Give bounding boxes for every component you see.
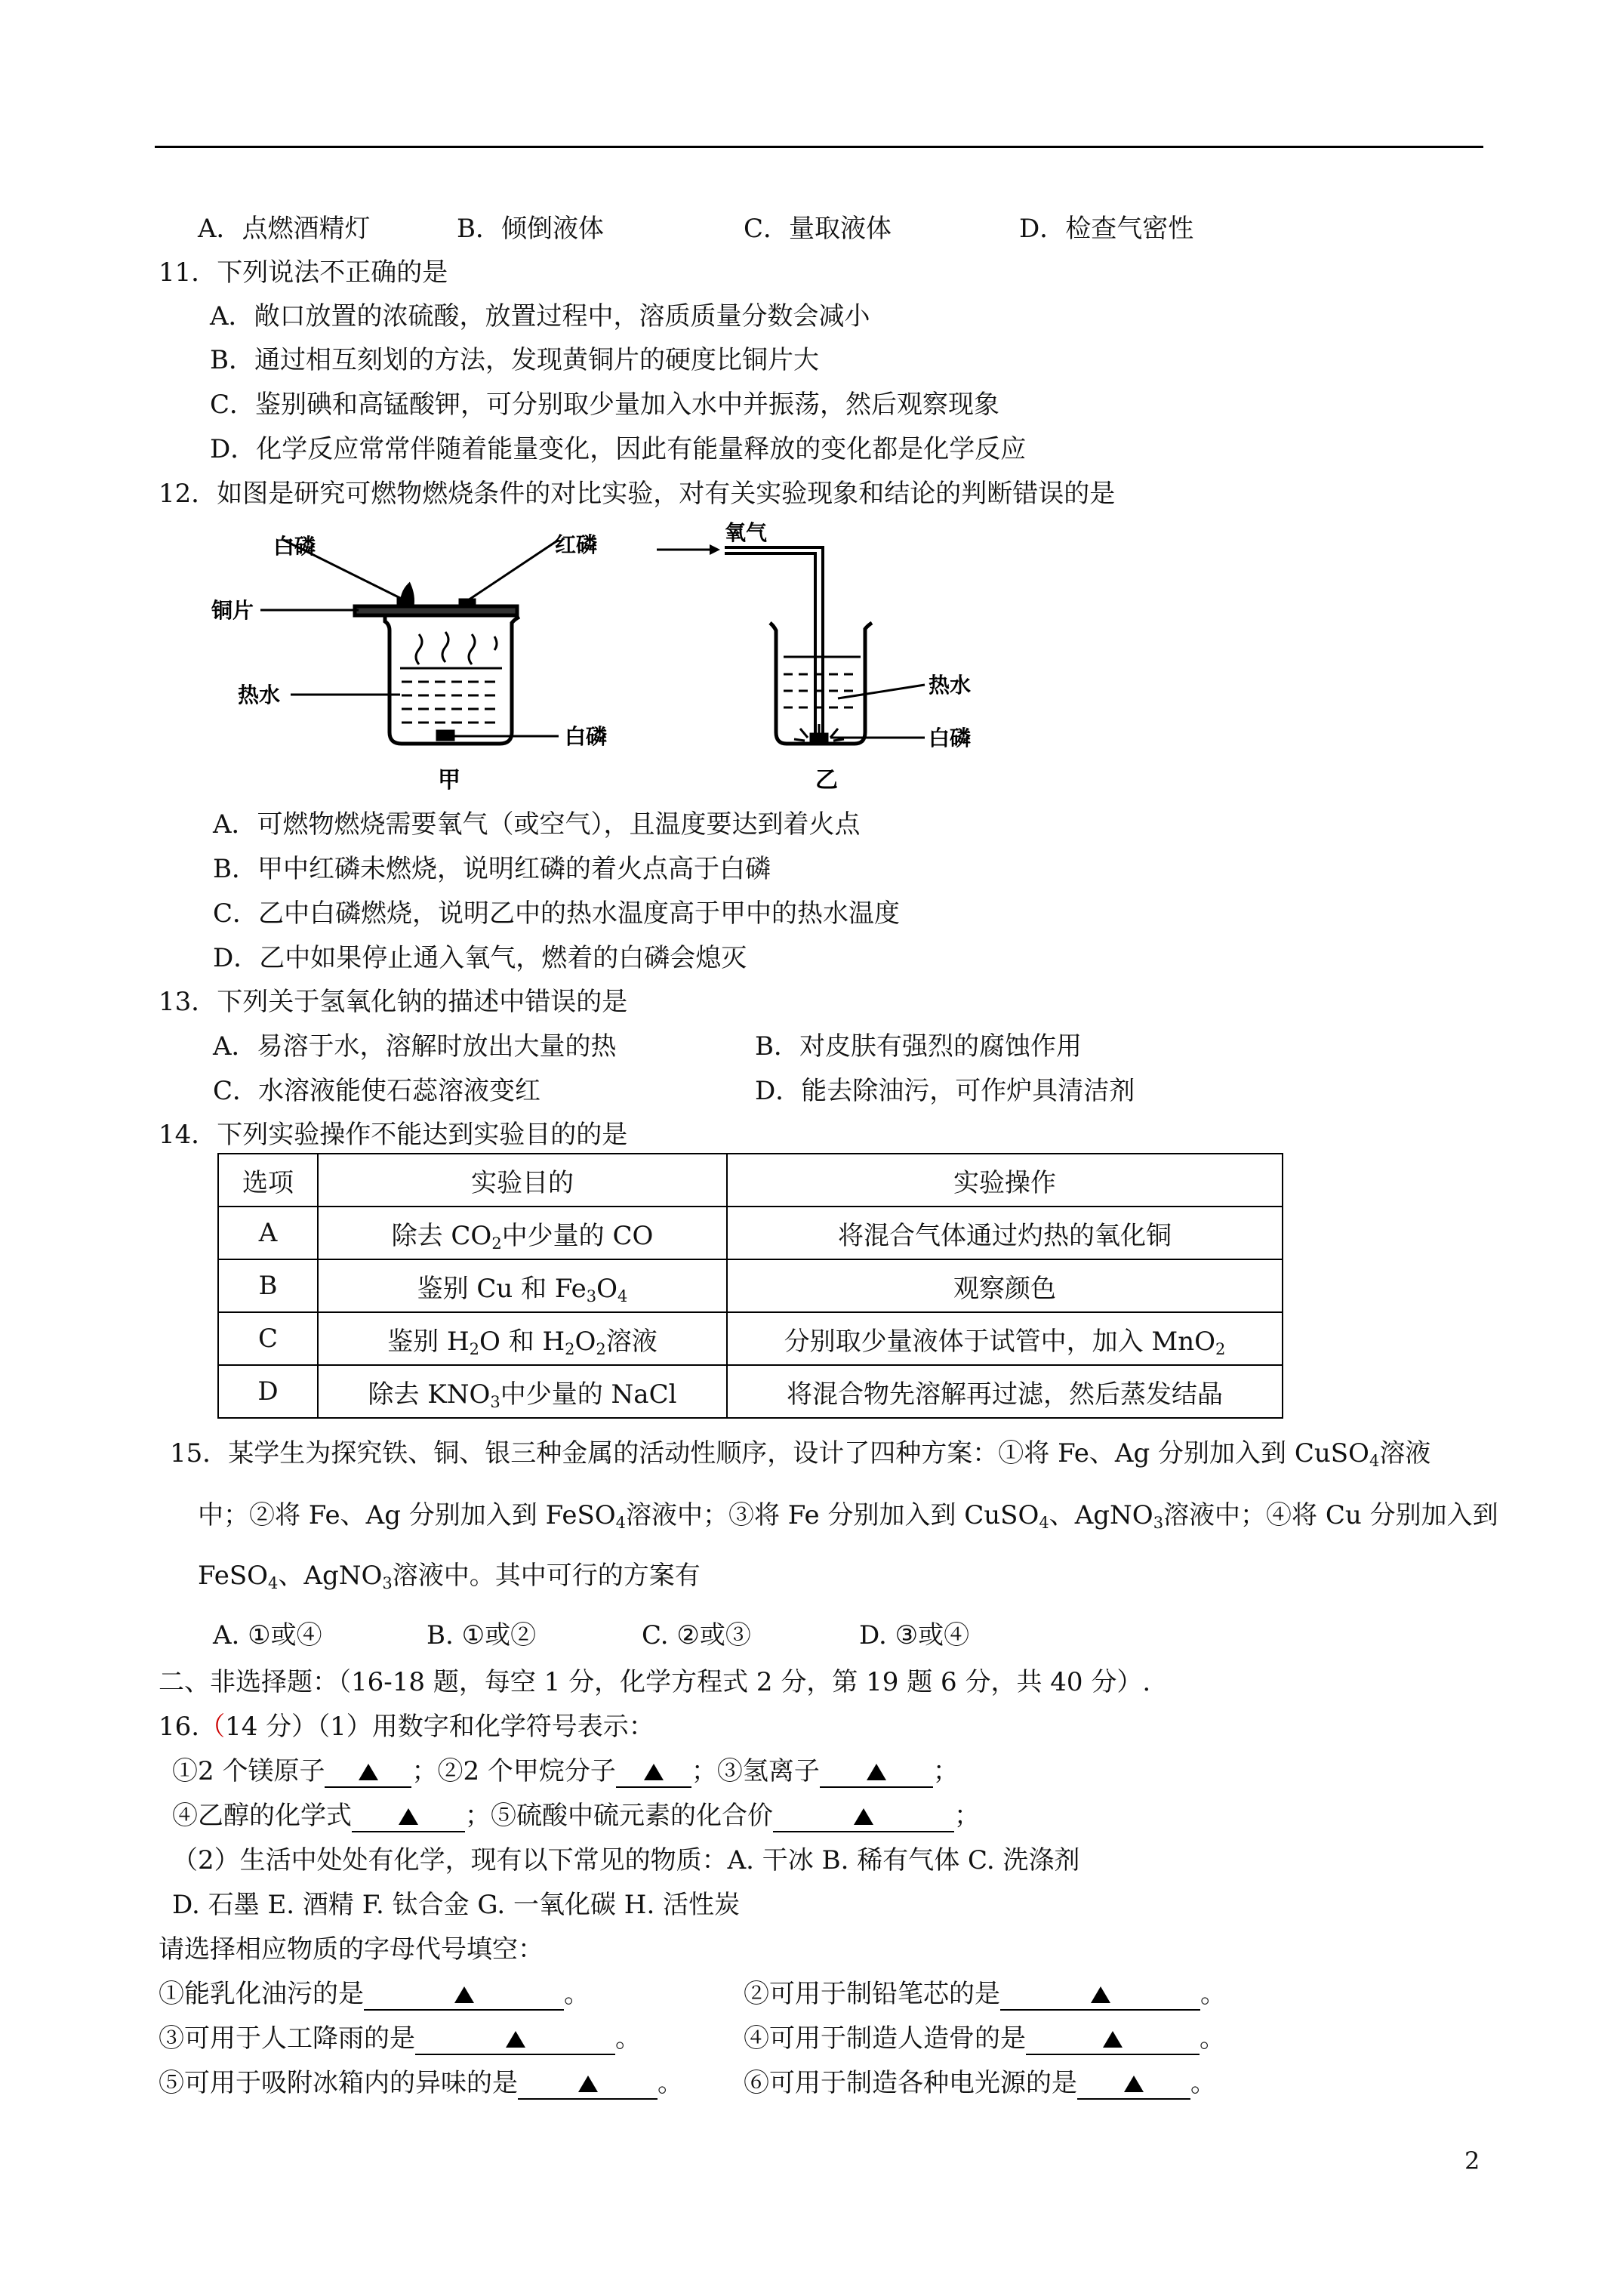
answer-blank-6[interactable] bbox=[1077, 2068, 1190, 2100]
label-yi-oxygen: 氧气 bbox=[725, 520, 768, 545]
triangle-icon bbox=[359, 1764, 378, 1780]
q16-fill-4: ④可用于制造人造骨的是 。 bbox=[744, 2023, 1225, 2054]
q12-option-c: C．乙中白磷燃烧，说明乙中的热水温度高于甲中的热水温度 bbox=[213, 898, 901, 929]
table-row bbox=[218, 1312, 1283, 1365]
q15-option-d: D. ③或④ bbox=[859, 1620, 970, 1650]
figure-jia bbox=[260, 540, 559, 744]
row-operation: 将混合物先溶解再过滤，然后蒸发结晶 bbox=[727, 1365, 1283, 1418]
section-2-heading: 二、非选择题：（16-18 题，每空 1 分，化学方程式 2 分，第 19 题 6 分，共 40 分）. bbox=[159, 1667, 1151, 1697]
q13-option-c: C．水溶液能使石蕊溶液变红 bbox=[213, 1076, 541, 1106]
q14-stem: 14．下列实验操作不能达到实验目的的是 bbox=[159, 1120, 628, 1150]
q12-figure bbox=[204, 517, 1004, 804]
answer-blank-mg-atoms[interactable] bbox=[325, 1756, 411, 1788]
row-goal: 除去 $KNO_3$中少量的 NaCl bbox=[318, 1365, 727, 1418]
row-option: C bbox=[218, 1312, 318, 1365]
q11-option-a: A．敞口放置的浓硫酸，放置过程中，溶质质量分数会减小 bbox=[210, 301, 870, 331]
table-row bbox=[218, 1365, 1283, 1418]
q11-stem: 11．下列说法不正确的是 bbox=[159, 257, 448, 288]
label-jia-white-p-bottom: 白磷 bbox=[565, 724, 608, 749]
q16-substances: D. 石墨 E. 酒精 F. 钛合金 G. 一氧化碳 H. 活性炭 bbox=[172, 1890, 741, 1920]
q11-option-b: B．通过相互刻划的方法，发现黄铜片的硬度比铜片大 bbox=[210, 345, 819, 375]
q10-option-d: D．检查气密性 bbox=[1019, 214, 1194, 244]
row-goal: 鉴别 $H_2O$ 和 $H_2O_2$溶液 bbox=[318, 1312, 727, 1365]
header-goal: 实验目的 bbox=[318, 1154, 727, 1207]
answer-blank-4[interactable] bbox=[1026, 2023, 1200, 2055]
triangle-icon bbox=[506, 2031, 525, 2048]
header-rule bbox=[155, 146, 1483, 148]
q13-stem: 13．下列关于氢氧化钠的描述中错误的是 bbox=[159, 987, 628, 1017]
q15-line1: 15．某学生为探究铁、铜、银三种金属的活动性顺序，设计了四种方案：①将 Fe、Ag 分别加入到 CuSO$_4$溶液 bbox=[170, 1438, 1431, 1470]
q15-line2: 中；②将 Fe、Ag 分别加入到 FeSO$_4$溶液中；③将 Fe 分别加入到 CuSO$_4$、AgNO$_3$溶液中；④将 Cu 分别加入到 bbox=[198, 1500, 1498, 1532]
q15-option-a: A. ①或④ bbox=[213, 1620, 322, 1650]
answer-blank-5[interactable] bbox=[518, 2068, 658, 2100]
q16-fill-2: ②可用于制铅笔芯的是 。 bbox=[744, 1979, 1226, 2009]
label-jia-red-p: 红磷 bbox=[555, 532, 598, 557]
q12-option-b: B．甲中红磷未燃烧，说明红磷的着火点高于白磷 bbox=[213, 854, 771, 884]
q16-fill-6: ⑥可用于制造各种电光源的是 。 bbox=[744, 2068, 1216, 2098]
row-operation: 观察颜色 bbox=[727, 1259, 1283, 1312]
label-jia-white-p: 白磷 bbox=[273, 534, 316, 559]
q11-option-c: C．鉴别碘和高锰酸钾，可分别取少量加入水中并振荡，然后观察现象 bbox=[210, 390, 1000, 420]
q10-option-c: C．量取液体 bbox=[744, 214, 892, 244]
row-goal: 鉴别 Cu 和 $Fe_3O_4$ bbox=[318, 1259, 727, 1312]
triangle-icon bbox=[854, 1808, 873, 1825]
q16-fill-3: ③可用于人工降雨的是 。 bbox=[159, 2023, 641, 2054]
triangle-icon bbox=[399, 1808, 418, 1825]
header-option: 选项 bbox=[218, 1154, 318, 1207]
row-operation: 分别取少量液体于试管中，加入 MnO$_2$ bbox=[727, 1312, 1283, 1365]
row-option: D bbox=[218, 1365, 318, 1418]
answer-blank-sulfur-valence[interactable] bbox=[773, 1801, 954, 1832]
answer-blank-ethanol[interactable] bbox=[352, 1801, 465, 1832]
q15-option-c: C. ②或③ bbox=[642, 1620, 751, 1650]
table-row bbox=[218, 1259, 1283, 1312]
row-goal: 除去 $CO_2$中少量的 CO bbox=[318, 1207, 727, 1259]
triangle-icon bbox=[1124, 2076, 1144, 2092]
label-jia-copper: 铜片 bbox=[211, 598, 254, 623]
q13-option-a: A．易溶于水，溶解时放出大量的热 bbox=[213, 1031, 617, 1062]
label-jia-hot-water: 热水 bbox=[238, 683, 281, 707]
row-option: B bbox=[218, 1259, 318, 1312]
q16-part2-intro: （2）生活中处处有化学，现有以下常见的物质：A. 干冰 B. 稀有气体 C. 洗涤剂 bbox=[172, 1845, 1080, 1875]
answer-blank-2[interactable] bbox=[1000, 1979, 1200, 2011]
q11-option-d: D．化学反应常常伴随着能量变化，因此有能量释放的变化都是化学反应 bbox=[210, 434, 1027, 464]
triangle-icon bbox=[644, 1764, 664, 1780]
table-header-row bbox=[218, 1154, 1283, 1207]
q10-option-b: B．倾倒液体 bbox=[457, 214, 604, 244]
figure-yi bbox=[657, 544, 925, 744]
q12-option-d: D．乙中如果停止通入氧气，燃着的白磷会熄灭 bbox=[213, 943, 747, 973]
caption-jia: 甲 bbox=[438, 767, 460, 794]
q10-option-a: A．点燃酒精灯 bbox=[198, 214, 371, 244]
q12-stem: 12．如图是研究可燃物燃烧条件的对比实验，对有关实验现象和结论的判断错误的是 bbox=[159, 479, 1116, 509]
q15-line3: FeSO$_4$、AgNO$_3$溶液中。其中可行的方案有 bbox=[198, 1561, 701, 1592]
answer-blank-hydrogen-ion[interactable] bbox=[820, 1756, 933, 1788]
triangle-icon bbox=[1091, 1986, 1110, 2003]
triangle-icon bbox=[867, 1764, 886, 1780]
q12-option-a: A．可燃物燃烧需要氧气（或空气），且温度要达到着火点 bbox=[213, 809, 861, 840]
q16-instruction: 请选择相应物质的字母代号填空： bbox=[159, 1934, 544, 1965]
q16-line1: ①2 个镁原子 ；②2 个甲烷分子 ；③氢离子 ； bbox=[172, 1756, 959, 1786]
label-yi-hot-water: 热水 bbox=[929, 673, 972, 698]
header-operation: 实验操作 bbox=[727, 1154, 1283, 1207]
row-option: A bbox=[218, 1207, 318, 1259]
table-row bbox=[218, 1207, 1283, 1259]
page-number: 2 bbox=[1464, 2147, 1480, 2175]
triangle-icon bbox=[454, 1986, 474, 2003]
q15-option-b: B. ①或② bbox=[427, 1620, 537, 1650]
q16-stem: 16.（14 分）（1）用数字和化学符号表示： bbox=[159, 1712, 654, 1742]
answer-blank-methane[interactable] bbox=[616, 1756, 691, 1788]
q13-option-d: D．能去除油污，可作炉具清洁剂 bbox=[755, 1076, 1135, 1106]
q13-option-b: B．对皮肤有强烈的腐蚀作用 bbox=[755, 1031, 1082, 1062]
answer-blank-1[interactable] bbox=[364, 1979, 564, 2011]
caption-yi: 乙 bbox=[815, 767, 838, 794]
row-operation: 将混合气体通过灼热的氧化铜 bbox=[727, 1207, 1283, 1259]
answer-blank-3[interactable] bbox=[415, 2023, 615, 2055]
triangle-icon bbox=[578, 2076, 598, 2092]
label-yi-white-p: 白磷 bbox=[929, 726, 972, 750]
triangle-icon bbox=[1103, 2031, 1123, 2048]
q16-line2: ④乙醇的化学式 ；⑤硫酸中硫元素的化合价 ； bbox=[172, 1801, 980, 1831]
q16-fill-5: ⑤可用于吸附冰箱内的异味的是 。 bbox=[159, 2068, 683, 2098]
q16-fill-1: ①能乳化油污的是 。 bbox=[159, 1979, 590, 2009]
q14-table bbox=[217, 1153, 1283, 1419]
